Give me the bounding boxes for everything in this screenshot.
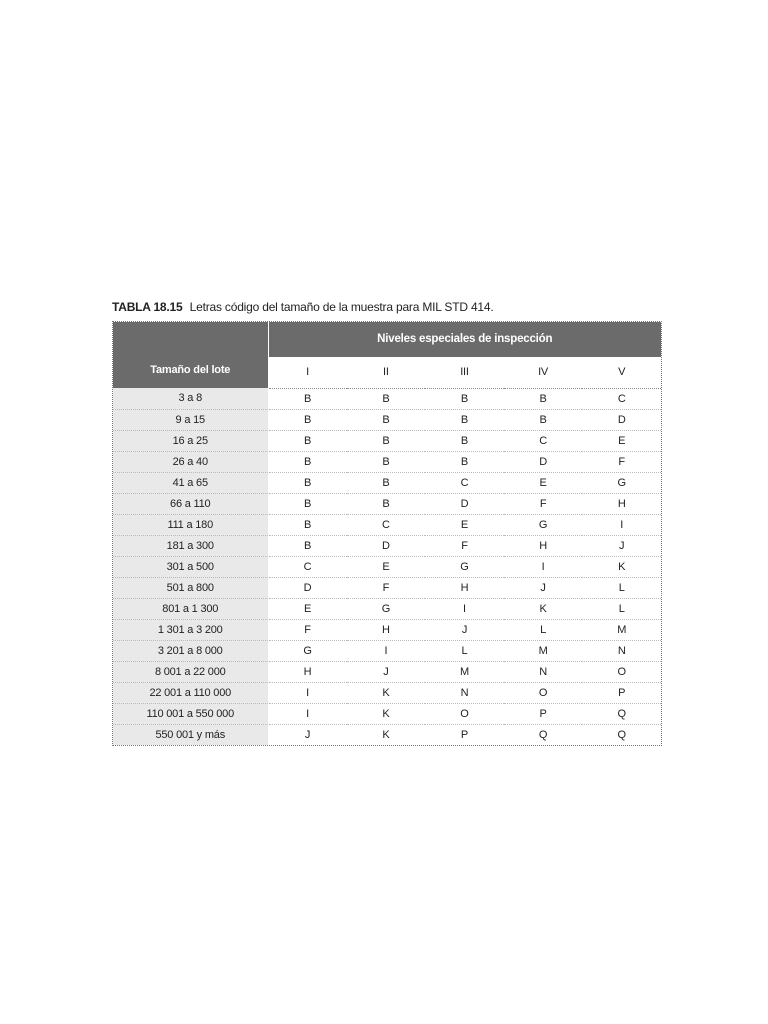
lot-size-cell: 26 a 40 [113,451,268,472]
table-row [113,724,661,745]
table-row [113,493,661,514]
table-row [113,640,661,661]
code-letter-cell: B [347,451,426,472]
code-letter-cell: L [425,640,504,661]
code-letter-cell: B [347,409,426,430]
lot-size-cell: 501 a 800 [113,577,268,598]
code-letter-cell: B [268,451,347,472]
code-letter-cell: K [347,703,426,724]
code-letter-cell: O [582,661,661,682]
table-body [113,388,661,745]
lot-size-header [113,322,268,388]
code-letter-cell: O [425,703,504,724]
code-letter-cell: G [425,556,504,577]
code-letter-cell: G [504,514,583,535]
code-letter-cell: M [504,640,583,661]
level-header-v: V [582,357,661,388]
table-row [113,451,661,472]
code-letter-cell: E [347,556,426,577]
code-letter-cell: M [425,661,504,682]
code-letter-cell: G [582,472,661,493]
lot-size-cell: 1 301 a 3 200 [113,619,268,640]
code-letter-cell: B [425,451,504,472]
code-letter-cell: H [425,577,504,598]
code-letter-cell: E [504,472,583,493]
code-letter-cell: K [382,728,390,741]
code-letter-cell: K [582,556,661,577]
code-letter-cell: B [504,409,583,430]
code-letter-cell: N [582,640,661,661]
code-letter-table [112,321,662,746]
lot-size-cell: 181 a 300 [113,535,268,556]
code-letter-cell: K [347,682,426,703]
code-letter-cell: D [504,451,583,472]
table-row [113,682,661,703]
table-row [113,556,661,577]
lot-size-cell: 41 a 65 [113,472,268,493]
code-letter-cell: K [504,598,583,619]
code-letter-cell: C [425,472,504,493]
lot-size-cell: 66 a 110 [113,493,268,514]
code-letter-cell: B [347,388,426,409]
table-row [113,535,661,556]
table-row [113,703,661,724]
code-letter-cell: Q [582,703,661,724]
lot-size-cell: 9 a 15 [113,409,268,430]
table-row [113,472,661,493]
code-letter-cell: B [268,388,347,409]
level-header-iii: III [425,357,504,388]
code-letter-cell: J [582,535,661,556]
code-letter-cell: H [582,493,661,514]
table-row [113,388,661,409]
code-letter-cell: B [347,472,426,493]
lot-size-cell: 801 a 1 300 [113,598,268,619]
code-letter-cell: P [582,682,661,703]
lot-size-cell: 111 a 180 [113,514,268,535]
code-letter-cell: L [504,619,583,640]
code-letter-cell: G [347,598,426,619]
code-letter-cell: D [347,535,426,556]
code-letter-cell: G [268,640,347,661]
code-letter-cell: N [425,682,504,703]
code-letter-cell: B [268,472,347,493]
code-letter-cell: E [582,430,661,451]
table-row [113,661,661,682]
code-letter-cell: Q [617,728,626,741]
code-letter-cell: I [504,556,583,577]
code-letter-cell: B [268,514,347,535]
lot-size-cell: 3 a 8 [113,388,268,409]
code-letter-cell: J [425,619,504,640]
code-letter-cell: E [268,598,347,619]
code-letter-cell: B [268,409,347,430]
lot-size-header-label: Tamaño del lote [150,364,231,376]
code-letter-cell: N [504,661,583,682]
code-letter-cell: F [347,577,426,598]
lot-size-cell: 22 001 a 110 000 [113,682,268,703]
code-letter-cell: P [460,728,469,741]
code-letter-cell: B [425,409,504,430]
code-letter-cell: B [425,430,504,451]
lot-size-cell: 8 001 a 22 000 [113,661,268,682]
code-letter-cell: F [425,535,504,556]
level-header-ii: II [347,357,426,388]
table-row [113,619,661,640]
code-letter-cell: E [425,514,504,535]
code-letter-cell: I [347,640,426,661]
header-row-group [113,322,661,357]
code-letter-cell: C [268,556,347,577]
code-letter-cell: L [582,577,661,598]
code-letter-cell: B [504,388,583,409]
code-letter-cell: F [268,619,347,640]
code-letter-cell: D [425,493,504,514]
code-letter-cell: I [582,514,661,535]
code-letter-cell: F [504,493,583,514]
table-row [113,598,661,619]
level-header-i: I [268,357,347,388]
code-letter-cell: P [504,703,583,724]
level-header-iv: IV [504,357,583,388]
lot-size-cell: 550 001 y más [113,724,268,745]
code-letter-cell: B [268,430,347,451]
code-letter-cell: I [268,682,347,703]
code-letter-cell: B [347,430,426,451]
code-letter-cell: O [504,682,583,703]
lot-size-cell: 16 a 25 [113,430,268,451]
code-letter-cell: J [504,577,583,598]
code-letter-cell: C [582,388,661,409]
code-letter-cell: M [582,619,661,640]
lot-size-cell: 3 201 a 8 000 [113,640,268,661]
code-letter-cell: J [347,661,426,682]
code-letter-cell: C [504,430,583,451]
code-letter-cell: D [582,409,661,430]
code-letter-cell: B [268,493,347,514]
table-row [113,577,661,598]
code-letter-cell: J [304,728,311,741]
code-letter-cell: Q [538,728,548,741]
table-row [113,430,661,451]
caption-label: TABLA 18.15 [112,300,183,314]
table-row [113,514,661,535]
inspection-levels-header: Niveles especiales de inspección [268,322,661,357]
code-letter-cell: I [425,598,504,619]
table-caption [112,300,494,314]
code-letter-cell: H [268,661,347,682]
code-letter-cell: H [504,535,583,556]
code-letter-cell: B [268,535,347,556]
code-letter-cell: D [268,577,347,598]
code-letter-cell: I [268,703,347,724]
code-letter-cell: C [347,514,426,535]
code-letter-cell: L [582,598,661,619]
code-letter-cell: H [347,619,426,640]
code-letter-cell: F [582,451,661,472]
lot-size-cell: 110 001 a 550 000 [113,703,268,724]
sample-size-table [113,322,661,745]
caption-text: Letras código del tamaño de la muestra para MIL STD 414. [189,300,494,314]
code-letter-cell: B [425,388,504,409]
lot-size-cell: 301 a 500 [113,556,268,577]
code-letter-cell: B [347,493,426,514]
table-row [113,409,661,430]
